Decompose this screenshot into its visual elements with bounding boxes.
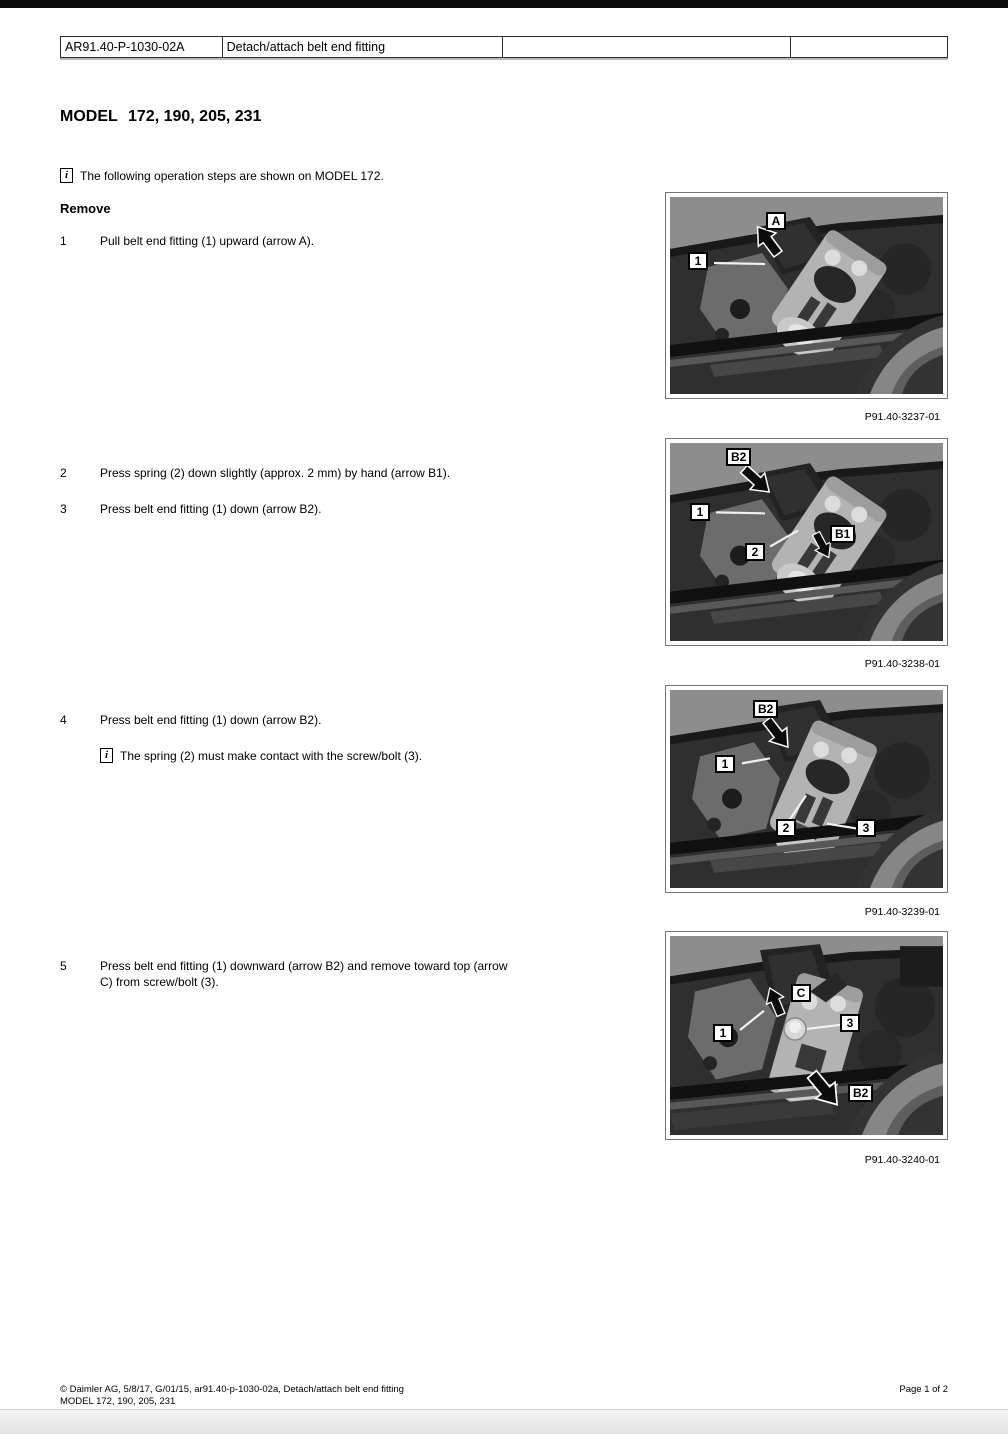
- step-text: Press belt end fitting (1) downward (arrow B2) and remove toward top (arrow C) from screw/bolt (3).: [100, 959, 508, 989]
- callout-3: 3: [840, 1014, 860, 1032]
- callout-b2: B2: [848, 1084, 873, 1102]
- callout-1: 1: [688, 252, 708, 270]
- header-empty-cell-2: [791, 37, 947, 57]
- figure-2-scene: [670, 443, 943, 641]
- doc-number-cell: AR91.40-P-1030-02A: [61, 37, 223, 57]
- model-heading: [60, 108, 261, 126]
- callout-c: C: [791, 984, 811, 1002]
- callout-2: 2: [776, 819, 796, 837]
- step-text: Press belt end fitting (1) down (arrow B2).: [100, 502, 322, 516]
- step-4-note: [100, 748, 422, 764]
- figure-4-photo: [670, 936, 943, 1135]
- intro-note-text: The following operation steps are shown on MODEL 172.: [80, 169, 384, 183]
- callout-1: 1: [713, 1024, 733, 1042]
- callout-b2: B2: [726, 448, 751, 466]
- figure-4-frame: [665, 931, 948, 1140]
- callout-2: 2: [745, 543, 765, 561]
- footer-model-line: MODEL 172, 190, 205, 231: [60, 1396, 176, 1407]
- callout-3: 3: [856, 819, 876, 837]
- figure-3-caption: P91.40-3239-01: [864, 906, 940, 918]
- section-heading-remove: Remove: [60, 201, 111, 216]
- figure-1-scene: [670, 197, 943, 394]
- figure-4-caption: P91.40-3240-01: [864, 1154, 940, 1166]
- callout-b1: B1: [830, 525, 855, 543]
- step-number: 4: [60, 713, 67, 727]
- figure-1-frame: [665, 192, 948, 399]
- step-text: Press spring (2) down slightly (approx. 2 mm) by hand (arrow B1).: [100, 466, 451, 480]
- callout-1: 1: [715, 755, 735, 773]
- step-number: 2: [60, 466, 67, 480]
- callout-a: A: [766, 212, 786, 230]
- page-bottom-gap: [0, 1409, 1008, 1434]
- info-icon: i: [60, 168, 73, 183]
- step-5: [60, 958, 520, 990]
- top-bar: [0, 0, 1008, 8]
- figure-1-caption: P91.40-3237-01: [864, 411, 940, 423]
- step-number: 5: [60, 959, 67, 973]
- callout-1: 1: [690, 503, 710, 521]
- figure-3-scene: [670, 690, 943, 888]
- step-number: 3: [60, 502, 67, 516]
- header-table: [60, 36, 948, 58]
- figure-3-photo: [670, 690, 943, 888]
- step-4: [60, 712, 520, 728]
- footer-copyright-line: © Daimler AG, 5/8/17, G/01/15, ar91.40-p-1030-02a, Detach/attach belt end fitting: [60, 1384, 404, 1395]
- figure-3-frame: [665, 685, 948, 893]
- figure-2-frame: [665, 438, 948, 646]
- step-number: 1: [60, 234, 67, 248]
- info-icon: i: [100, 748, 113, 763]
- step-3: [60, 501, 520, 517]
- footer-page-number: Page 1 of 2: [899, 1384, 948, 1395]
- header-empty-cell-1: [503, 37, 791, 57]
- figure-4-scene: [670, 936, 943, 1135]
- figure-1-photo: [670, 197, 943, 394]
- step-1: [60, 233, 520, 249]
- step-4-note-text: The spring (2) must make contact with the screw/bolt (3).: [120, 749, 423, 763]
- step-text: Press belt end fitting (1) down (arrow B2).: [100, 713, 322, 727]
- doc-title-cell: Detach/attach belt end fitting: [223, 37, 503, 57]
- model-values: 172, 190, 205, 231: [128, 108, 262, 125]
- intro-note: [60, 168, 384, 184]
- callout-b2: B2: [753, 700, 778, 718]
- model-label: MODEL: [60, 108, 118, 125]
- step-2: [60, 465, 520, 481]
- figure-2-photo: [670, 443, 943, 641]
- figure-2-caption: P91.40-3238-01: [864, 658, 940, 670]
- step-text: Pull belt end fitting (1) upward (arrow A).: [100, 234, 315, 248]
